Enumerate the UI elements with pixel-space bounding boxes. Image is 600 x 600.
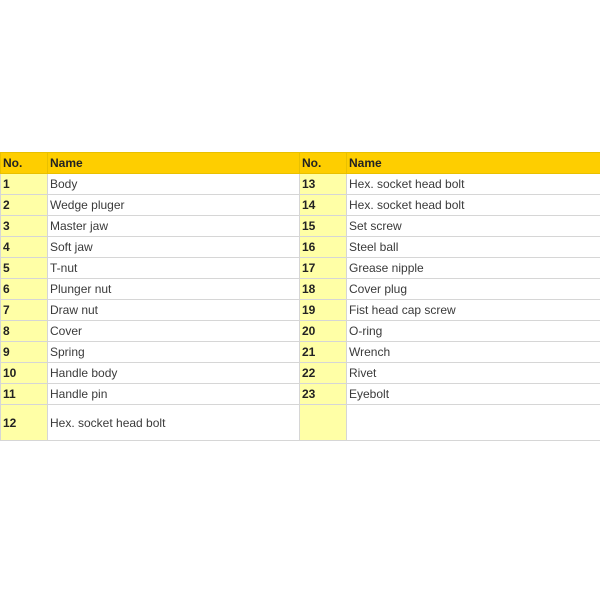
part-number-right: 22 bbox=[300, 363, 347, 384]
part-name-right: O-ring bbox=[347, 321, 600, 342]
part-name-right: Set screw bbox=[347, 216, 600, 237]
part-number-left: 1 bbox=[1, 174, 48, 195]
part-name-left: Soft jaw bbox=[48, 237, 300, 258]
part-name-left: Spring bbox=[48, 342, 300, 363]
part-name-right-empty bbox=[347, 405, 600, 441]
header-no-right: No. bbox=[300, 153, 347, 174]
part-name-right: Grease nipple bbox=[347, 258, 600, 279]
table-header-row bbox=[1, 153, 600, 174]
part-name-left: Wedge pluger bbox=[48, 195, 300, 216]
part-number-right: 14 bbox=[300, 195, 347, 216]
part-name-right: Fist head cap screw bbox=[347, 300, 600, 321]
table-row bbox=[1, 321, 600, 342]
part-number-left: 11 bbox=[1, 384, 48, 405]
part-number-right: 19 bbox=[300, 300, 347, 321]
header-name-left: Name bbox=[48, 153, 300, 174]
part-name-left: Body bbox=[48, 174, 300, 195]
part-number-left: 7 bbox=[1, 300, 48, 321]
part-number-left: 2 bbox=[1, 195, 48, 216]
part-name-left: Handle body bbox=[48, 363, 300, 384]
part-name-right: Steel ball bbox=[347, 237, 600, 258]
part-number-left: 9 bbox=[1, 342, 48, 363]
part-number-right: 20 bbox=[300, 321, 347, 342]
part-number-right-empty bbox=[300, 405, 347, 441]
part-name-left: Cover bbox=[48, 321, 300, 342]
part-name-right: Eyebolt bbox=[347, 384, 600, 405]
part-name-left: Master jaw bbox=[48, 216, 300, 237]
part-number-left: 5 bbox=[1, 258, 48, 279]
table-row bbox=[1, 363, 600, 384]
part-number-right: 16 bbox=[300, 237, 347, 258]
part-number-left: 4 bbox=[1, 237, 48, 258]
part-name-left: Handle pin bbox=[48, 384, 300, 405]
part-name-left: Plunger nut bbox=[48, 279, 300, 300]
table-row bbox=[1, 279, 600, 300]
part-name-right: Wrench bbox=[347, 342, 600, 363]
table-row bbox=[1, 342, 600, 363]
part-name-right: Hex. socket head bolt bbox=[347, 174, 600, 195]
part-name-left: Hex. socket head bolt bbox=[48, 405, 300, 441]
part-name-left: Draw nut bbox=[48, 300, 300, 321]
part-name-left: T-nut bbox=[48, 258, 300, 279]
part-number-right: 23 bbox=[300, 384, 347, 405]
part-number-left: 12 bbox=[1, 405, 48, 441]
table-row bbox=[1, 258, 600, 279]
header-name-right: Name bbox=[347, 153, 600, 174]
part-number-right: 15 bbox=[300, 216, 347, 237]
table-row bbox=[1, 405, 600, 441]
part-name-right: Hex. socket head bolt bbox=[347, 195, 600, 216]
table-row bbox=[1, 384, 600, 405]
table-row bbox=[1, 174, 600, 195]
part-number-left: 10 bbox=[1, 363, 48, 384]
table-row bbox=[1, 237, 600, 258]
parts-list-table bbox=[0, 152, 600, 441]
part-number-left: 8 bbox=[1, 321, 48, 342]
part-number-left: 3 bbox=[1, 216, 48, 237]
table-row bbox=[1, 195, 600, 216]
part-number-left: 6 bbox=[1, 279, 48, 300]
header-no-left: No. bbox=[1, 153, 48, 174]
table-row bbox=[1, 216, 600, 237]
part-name-right: Rivet bbox=[347, 363, 600, 384]
part-number-right: 18 bbox=[300, 279, 347, 300]
part-name-right: Cover plug bbox=[347, 279, 600, 300]
part-number-right: 13 bbox=[300, 174, 347, 195]
part-number-right: 21 bbox=[300, 342, 347, 363]
part-number-right: 17 bbox=[300, 258, 347, 279]
table-row bbox=[1, 300, 600, 321]
